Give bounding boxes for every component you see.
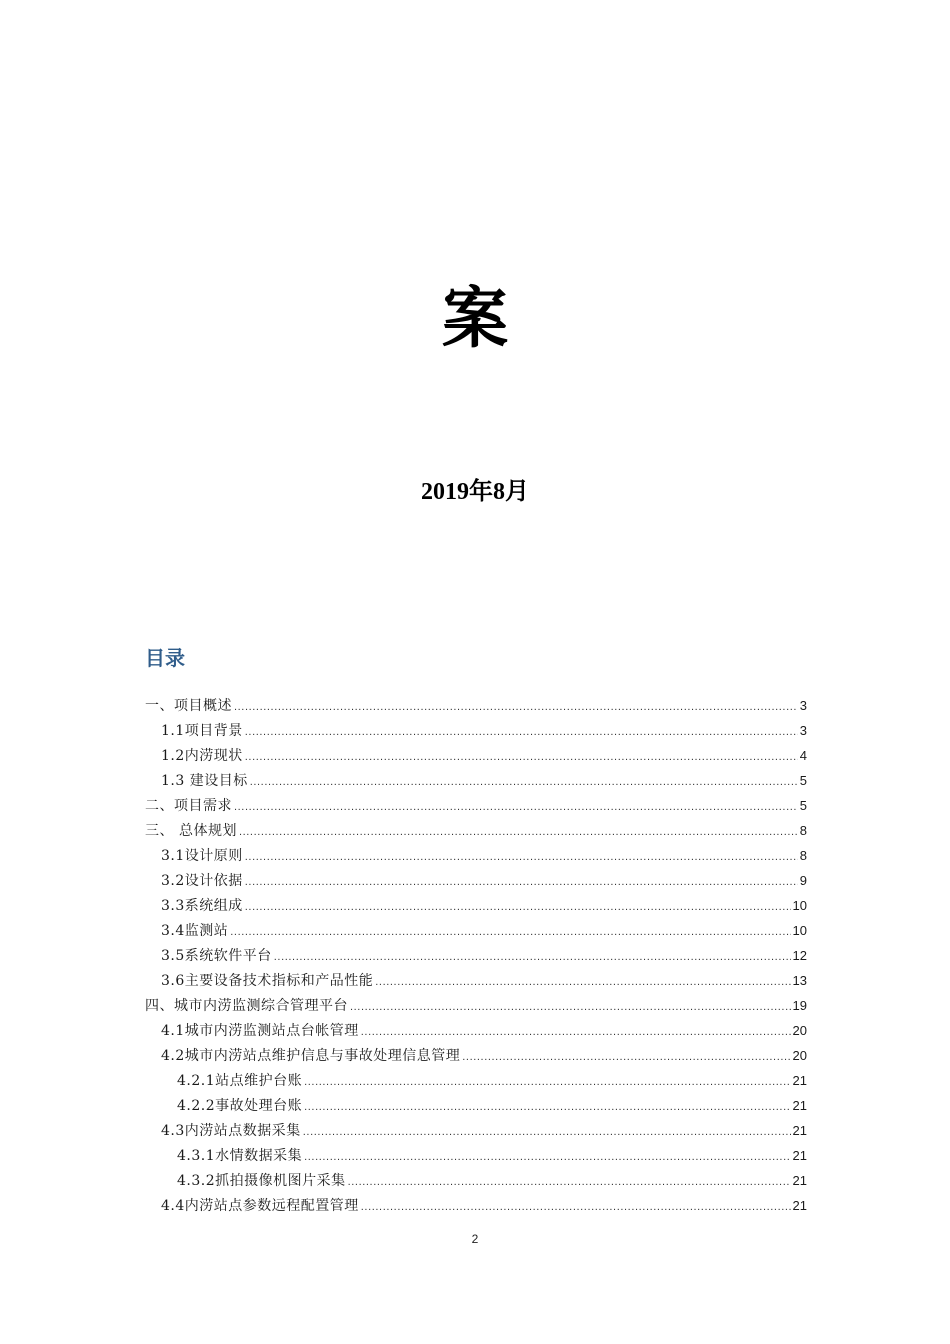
toc-entry-title: 三、 总体规划 <box>145 823 237 839</box>
toc-entry-title: 4.4内涝站点参数远程配置管理 <box>161 1198 359 1214</box>
toc-dot-leader <box>234 695 798 720</box>
toc-entry-title: 3.3系统组成 <box>161 898 243 914</box>
toc-entry[interactable] <box>145 743 807 768</box>
toc-entry-title: 3.4监测站 <box>161 923 229 939</box>
toc-dot-leader <box>274 945 791 970</box>
toc-entry[interactable] <box>145 1018 807 1043</box>
toc-entry[interactable] <box>145 1093 807 1118</box>
toc-entry[interactable] <box>145 993 807 1018</box>
cover-title: 案 <box>442 279 508 357</box>
toc-entry-title: 3.2设计依据 <box>161 873 243 889</box>
toc-entry-page: 12 <box>792 948 807 963</box>
toc-dot-leader <box>304 1145 790 1170</box>
toc-entry[interactable] <box>145 818 807 843</box>
toc-entry-page: 9 <box>799 873 807 888</box>
toc-dot-leader <box>375 970 790 995</box>
toc-dot-leader <box>234 795 798 820</box>
toc-entry-page: 8 <box>799 848 807 863</box>
toc-dot-leader <box>230 920 790 945</box>
toc-entry-page: 19 <box>792 998 807 1013</box>
toc-dot-leader <box>245 870 798 895</box>
toc-entry-title: 4.3.2抓拍摄像机图片采集 <box>177 1173 346 1189</box>
toc-entry-title: 1.2内涝现状 <box>161 748 243 764</box>
toc-entry-title: 1.1项目背景 <box>161 723 243 739</box>
toc-dot-leader <box>350 995 791 1020</box>
toc-entry-page: 8 <box>799 823 807 838</box>
toc-entry-title: 1.3 建设目标 <box>161 773 248 789</box>
toc-dot-leader <box>245 895 791 920</box>
toc-dot-leader <box>245 745 798 770</box>
toc-entry-title: 4.3内涝站点数据采集 <box>161 1123 301 1139</box>
toc-entry[interactable] <box>145 768 807 793</box>
toc-dot-leader <box>348 1170 791 1195</box>
toc-entry[interactable] <box>145 843 807 868</box>
toc-entry-title: 4.1城市内涝监测站点台帐管理 <box>161 1023 359 1039</box>
toc-entry[interactable] <box>145 718 807 743</box>
toc-entry-page: 21 <box>792 1148 807 1163</box>
toc-entry-page: 20 <box>792 1048 807 1063</box>
toc-dot-leader <box>361 1020 791 1045</box>
toc-entry[interactable] <box>145 1143 807 1168</box>
toc-entry[interactable] <box>145 968 807 993</box>
toc-entry-title: 4.3.1水情数据采集 <box>177 1148 303 1164</box>
toc-dot-leader <box>462 1045 790 1070</box>
toc-entry[interactable] <box>145 918 807 943</box>
toc-entry[interactable] <box>145 793 807 818</box>
toc-entry-title: 二、项目需求 <box>145 798 232 814</box>
toc-entry[interactable] <box>145 943 807 968</box>
toc-entry-page: 20 <box>792 1023 807 1038</box>
toc-entry-page: 3 <box>799 723 807 738</box>
toc-entry[interactable] <box>145 868 807 893</box>
toc-entry-page: 10 <box>792 898 807 913</box>
page-number: 2 <box>471 1232 479 1246</box>
toc-entry-title: 3.1设计原则 <box>161 848 243 864</box>
toc-entry-title: 3.6主要设备技术指标和产品性能 <box>161 973 374 989</box>
toc-entry[interactable] <box>145 1193 807 1218</box>
toc-entry-page: 21 <box>792 1123 807 1138</box>
toc-dot-leader <box>304 1095 790 1120</box>
toc-dot-leader <box>245 845 798 870</box>
toc-entry-page: 21 <box>792 1198 807 1213</box>
toc-entry-title: 3.5系统软件平台 <box>161 948 272 964</box>
toc-entry-title: 4.2.1站点维护台账 <box>177 1073 303 1089</box>
toc-entry[interactable] <box>145 1168 807 1193</box>
toc-entry-title: 四、城市内涝监测综合管理平台 <box>145 998 348 1014</box>
cover-date: 2019年8月 <box>421 479 529 505</box>
toc-entry[interactable] <box>145 1118 807 1143</box>
toc-heading: 目录 <box>145 646 185 670</box>
toc-entry[interactable] <box>145 693 807 718</box>
toc-entry-page: 5 <box>799 798 807 813</box>
toc-dot-leader <box>303 1120 791 1145</box>
toc-entry-page: 21 <box>792 1173 807 1188</box>
toc-entry-page: 13 <box>792 973 807 988</box>
toc-entry-title: 4.2城市内涝站点维护信息与事故处理信息管理 <box>161 1048 461 1064</box>
toc-dot-leader <box>239 820 798 845</box>
table-of-contents <box>145 693 807 1218</box>
toc-entry[interactable] <box>145 1043 807 1068</box>
toc-dot-leader <box>250 770 798 795</box>
toc-entry-title: 一、项目概述 <box>145 698 232 714</box>
toc-entry-page: 4 <box>799 748 807 763</box>
toc-entry[interactable] <box>145 893 807 918</box>
toc-entry-page: 10 <box>792 923 807 938</box>
toc-dot-leader <box>245 720 798 745</box>
toc-dot-leader <box>361 1195 791 1220</box>
toc-entry-page: 3 <box>799 698 807 713</box>
toc-entry[interactable] <box>145 1068 807 1093</box>
toc-entry-page: 21 <box>792 1098 807 1113</box>
toc-entry-page: 5 <box>799 773 807 788</box>
toc-entry-title: 4.2.2事故处理台账 <box>177 1098 303 1114</box>
toc-entry-page: 21 <box>792 1073 807 1088</box>
toc-dot-leader <box>304 1070 790 1095</box>
